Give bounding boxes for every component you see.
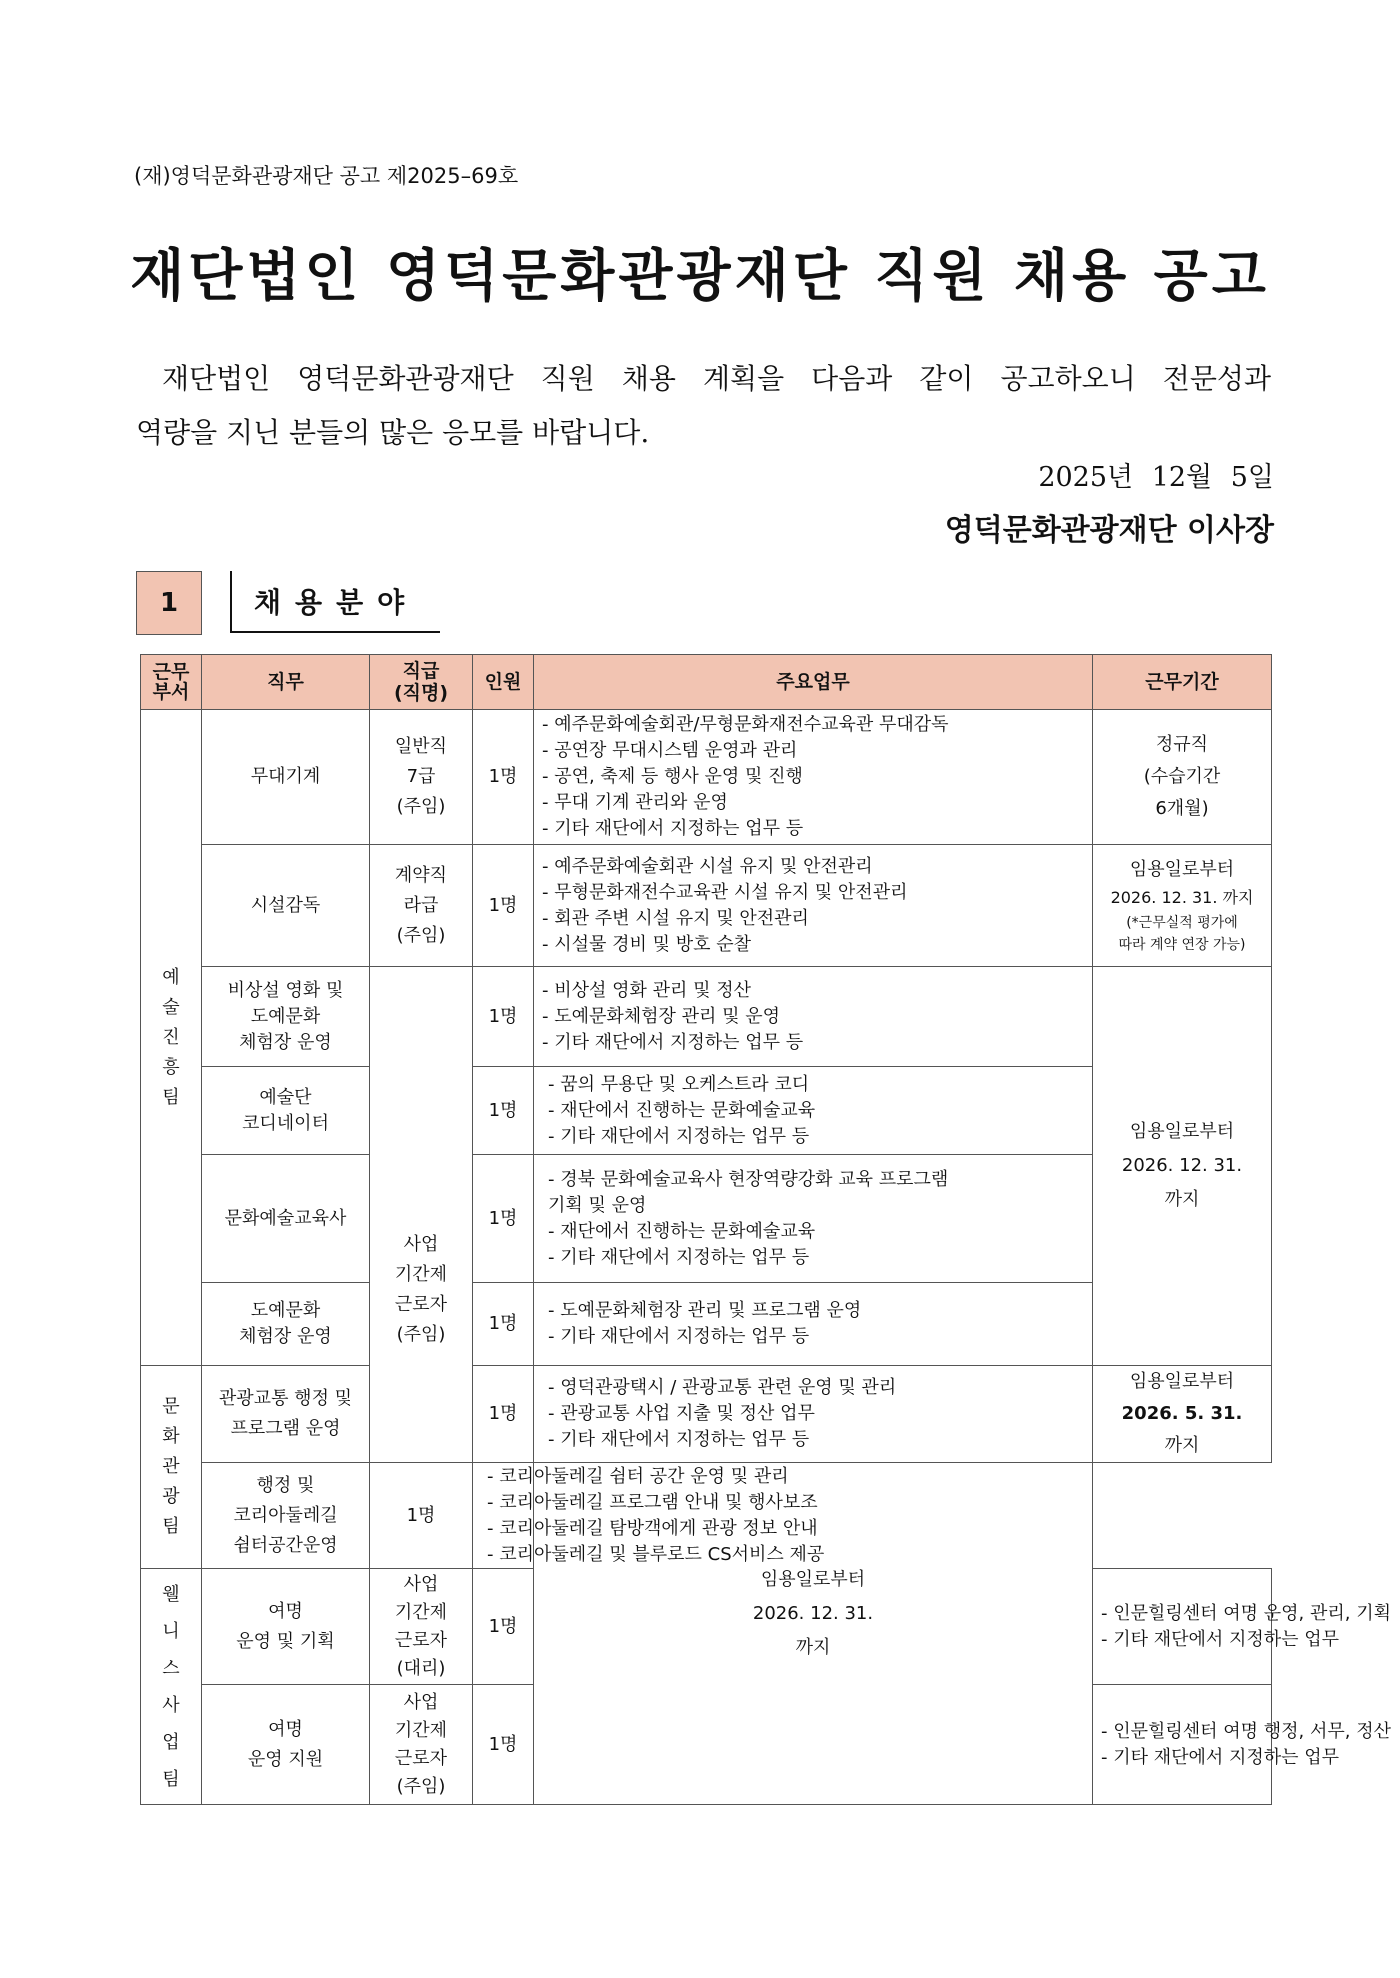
page-title: 재단법인 영덕문화관광재단 직원 채용 공고	[130, 244, 1270, 309]
grade-cell	[370, 1569, 473, 1685]
cell-line: (주임)	[396, 1323, 446, 1345]
header-period: 근무기간	[1093, 655, 1272, 710]
cell-line: - 기타 재단에서 지정하는 업무 등	[548, 1125, 810, 1147]
count-cell: 1명	[473, 1366, 534, 1463]
grade-cell	[370, 710, 473, 845]
cell-line: 7급	[406, 766, 436, 787]
cell-line: 정규직	[1155, 734, 1209, 755]
cell-line: 까지	[795, 1636, 831, 1658]
cell-line: - 공연, 축제 등 행사 운영 및 진행	[542, 766, 803, 787]
cell-line: 기간제	[394, 1263, 448, 1285]
cell-line: (수습기간	[1143, 766, 1221, 787]
cell-line: 계약직	[394, 864, 448, 886]
count-cell: 1명	[473, 1283, 534, 1366]
job-cell	[202, 845, 370, 967]
period-note: 따라 계약 연장 가능)	[1118, 936, 1246, 953]
period-note: (*근무실적 평가에	[1126, 914, 1238, 931]
header-dept	[141, 655, 202, 710]
cell-line: 근로자	[394, 1629, 448, 1651]
cell-line: - 도예문화체험장 관리 및 운영	[542, 1005, 781, 1027]
cell-line: 진	[162, 1026, 180, 1048]
cell-line: - 경북 문화예술교육사 현장역량강화 교육 프로그램	[548, 1168, 949, 1190]
signer: 영덕문화관광재단 이사장	[944, 513, 1274, 548]
duties-cell	[534, 1155, 1093, 1283]
period-line: 임용일로부터	[1129, 1371, 1235, 1392]
cell-line: 도예문화	[250, 1300, 321, 1321]
duties-cell	[534, 1067, 1093, 1155]
cell-line: - 기타 재단에서 지정하는 업무 등	[548, 1246, 810, 1268]
cell-line: 일반직	[394, 736, 448, 757]
cell-line: (주임)	[396, 1775, 446, 1797]
cell-line: 흥	[162, 1056, 180, 1078]
cell-line: - 비상설 영화 관리 및 정산	[542, 979, 751, 1001]
job-cell	[202, 967, 370, 1067]
cell-line: 행정 및	[256, 1474, 315, 1496]
duties-cell	[534, 1283, 1093, 1366]
cell-line: 6개월)	[1155, 798, 1209, 819]
cell-line: - 기타 재단에서 지정하는 업무 등	[542, 1031, 804, 1053]
header-count: 인원	[473, 655, 534, 710]
job-cell	[202, 1366, 370, 1463]
header-grade-line: 직급	[402, 660, 440, 682]
cell-line: 프로그램 운영	[230, 1418, 341, 1439]
cell-line: - 예주문화예술회관 시설 유지 및 안전관리	[542, 855, 873, 877]
cell-line: 비상설 영화 및	[227, 979, 344, 1001]
cell-line: - 기타 재단에서 지정하는 업무	[1101, 1628, 1340, 1650]
period-cell	[1093, 1366, 1272, 1463]
cell-line: - 기타 재단에서 지정하는 업무 등	[548, 1429, 810, 1450]
header-dept-line: 부서	[152, 681, 190, 703]
cell-line: 코리아둘레길	[233, 1504, 338, 1526]
cell-line: 사	[162, 1694, 180, 1716]
cell-line: 광	[162, 1486, 180, 1507]
notice-date: 2025년 12월 5일	[1038, 462, 1274, 493]
cell-line: - 재단에서 진행하는 문화예술교육	[548, 1220, 816, 1242]
cell-line: - 재단에서 진행하는 문화예술교육	[548, 1099, 816, 1121]
period-line: 2026. 5. 31.	[1121, 1403, 1243, 1424]
header-job: 직무	[202, 655, 370, 710]
table-row	[141, 1463, 1272, 1569]
cell-line: 체험장 운영	[239, 1326, 332, 1347]
cell-line: 2026. 12. 31.	[752, 1602, 874, 1624]
grade-cell	[370, 1685, 473, 1805]
job-cell	[202, 1155, 370, 1283]
table-row	[141, 845, 1272, 967]
cell-line: - 기타 재단에서 지정하는 업무	[1101, 1746, 1340, 1768]
period-line: 까지	[1164, 1435, 1200, 1456]
cell-line: 문	[162, 1396, 180, 1417]
cell-line: 예술단	[259, 1086, 312, 1108]
cell-line: 사업	[403, 1233, 439, 1255]
cell-line: - 시설물 경비 및 방호 순찰	[542, 933, 751, 955]
period-cell	[534, 1463, 1093, 1805]
cell-line: 도예문화	[250, 1005, 321, 1027]
cell-line: 운영 및 기획	[236, 1630, 335, 1652]
period-line: 2026. 12. 31. 까지	[1110, 887, 1254, 907]
dept-cell-well	[141, 1569, 202, 1805]
cell-line: (주임)	[396, 924, 446, 946]
header-duties: 주요업무	[534, 655, 1093, 710]
duties-cell	[534, 710, 1093, 845]
cell-line: - 예주문화예술회관/무형문화재전수교육관 무대감독	[542, 714, 949, 735]
cell-line: 스	[162, 1657, 180, 1679]
count-cell: 1명	[473, 1685, 534, 1805]
cell-line: - 무대 기계 관리와 운영	[542, 792, 728, 813]
table-header-row	[141, 655, 1272, 710]
cell-line: 기획 및 운영	[548, 1194, 647, 1216]
cell-line: - 기타 재단에서 지정하는 업무 등	[542, 818, 804, 839]
cell-line: - 코리아둘레길 탐방객에게 관광 정보 안내	[487, 1517, 818, 1539]
header-dept-line: 근무	[152, 661, 190, 683]
intro-line-2: 역량을 지닌 분들의 많은 응모를 바랍니다.	[136, 416, 650, 449]
cell-line: 까지	[1164, 1189, 1200, 1210]
count-cell: 1명	[473, 967, 534, 1067]
cell-line: 쉼터공간운영	[233, 1534, 338, 1556]
cell-line: 술	[162, 996, 180, 1018]
cell-line: 운영 지원	[247, 1748, 324, 1770]
period-cell	[1093, 710, 1272, 845]
cell-line: 예	[162, 966, 180, 988]
cell-line: 코디네이터	[242, 1112, 329, 1134]
cell-line: 관광교통 행정 및	[218, 1388, 353, 1409]
cell-line: 여명	[268, 1600, 303, 1622]
job-cell	[202, 1067, 370, 1155]
period-cell	[1093, 967, 1272, 1366]
duties-cell	[534, 967, 1093, 1067]
cell-line: 기간제	[394, 1719, 448, 1741]
section-number: 1	[136, 571, 202, 635]
cell-line: - 회관 주변 시설 유지 및 안전관리	[542, 907, 809, 929]
cell-line: 사업	[403, 1573, 439, 1595]
cell-line: - 코리아둘레길 쉼터 공간 운영 및 관리	[487, 1465, 789, 1487]
cell-line: 웰	[162, 1583, 180, 1605]
cell-line: 팀	[162, 1768, 180, 1790]
intro-line-1: 재단법인 영덕문화관광재단 직원 채용 계획을 다음과 같이 공고하오니 전문성과	[162, 362, 1271, 395]
cell-line: - 무형문화재전수교육관 시설 유지 및 안전관리	[542, 881, 908, 903]
period-line: 임용일로부터	[1129, 858, 1235, 880]
count-cell: 1명	[473, 710, 534, 845]
cell-line: - 기타 재단에서 지정하는 업무 등	[548, 1326, 810, 1347]
dept-cell-arts	[141, 710, 202, 1366]
duties-cell	[473, 1463, 825, 1569]
period-cell	[1093, 845, 1272, 967]
cell-line: 화	[162, 1426, 180, 1447]
table-row	[141, 967, 1272, 1067]
cell-line: 기간제	[394, 1601, 448, 1623]
cell-line: 2026. 12. 31.	[1121, 1155, 1243, 1176]
dept-cell-tour	[141, 1366, 202, 1569]
cell-line: - 코리아둘레길 프로그램 안내 및 행사보조	[487, 1491, 818, 1513]
cell-line: - 관광교통 사업 지출 및 정산 업무	[548, 1403, 815, 1424]
count-cell: 1명	[473, 1067, 534, 1155]
duties-cell	[1093, 1569, 1391, 1685]
cell-line: 임용일로부터	[760, 1568, 866, 1590]
count-cell: 1명	[473, 845, 534, 967]
cell-line: - 영덕관광택시 / 관광교통 관련 운영 및 관리	[548, 1377, 897, 1398]
cell-line: - 인문힐링센터 여명 운영, 관리, 기획	[1101, 1602, 1391, 1624]
job-cell	[202, 1569, 370, 1685]
cell-line: 근로자	[394, 1747, 448, 1769]
header-grade	[370, 655, 473, 710]
cell-line: 시설감독	[250, 894, 321, 916]
duties-cell	[1093, 1685, 1391, 1805]
duties-cell	[534, 845, 1093, 967]
job-cell	[202, 1685, 370, 1805]
job-cell	[202, 710, 370, 845]
grade-cell	[370, 845, 473, 967]
cell-line: 체험장 운영	[239, 1031, 332, 1053]
job-cell	[202, 1463, 370, 1569]
notice-number: (재)영덕문화관광재단 공고 제2025–69호	[134, 164, 519, 188]
cell-line: (대리)	[396, 1657, 446, 1679]
cell-line: - 꿈의 무용단 및 오케스트라 코디	[548, 1073, 810, 1095]
cell-line: 팀	[162, 1516, 180, 1537]
cell-line: 무대기계	[250, 766, 321, 787]
cell-line: 근로자	[394, 1293, 448, 1315]
cell-line: 라급	[403, 894, 439, 916]
cell-line: 문화예술교육사	[224, 1207, 347, 1229]
intro-paragraph	[136, 352, 1271, 460]
cell-line: 여명	[268, 1718, 303, 1740]
job-cell	[202, 1283, 370, 1366]
cell-line: 업	[162, 1731, 180, 1753]
header-grade-line: (직명)	[393, 682, 449, 704]
cell-line: 니	[162, 1620, 180, 1642]
duties-cell	[534, 1366, 1093, 1463]
count-cell: 1명	[473, 1155, 534, 1283]
table-row	[141, 1366, 1272, 1463]
cell-line: 관	[162, 1456, 180, 1477]
cell-line: 팀	[162, 1086, 180, 1108]
cell-line: - 공연장 무대시스템 운영과 관리	[542, 740, 798, 761]
count-cell: 1명	[473, 1569, 534, 1685]
section-title: 채용분야	[230, 571, 440, 633]
recruitment-table	[140, 654, 1391, 1805]
count-cell: 1명	[370, 1463, 473, 1569]
cell-line: - 인문힐링센터 여명 행정, 서무, 정산	[1101, 1720, 1391, 1742]
cell-line: (주임)	[396, 796, 446, 817]
grade-cell	[370, 967, 473, 1463]
cell-line: 사업	[403, 1691, 439, 1713]
table-row	[141, 710, 1272, 845]
cell-line: 임용일로부터	[1129, 1121, 1235, 1142]
cell-line: - 도예문화체험장 관리 및 프로그램 운영	[548, 1300, 862, 1321]
cell-line: - 코리아둘레길 및 블루로드 CS서비스 제공	[487, 1543, 825, 1565]
